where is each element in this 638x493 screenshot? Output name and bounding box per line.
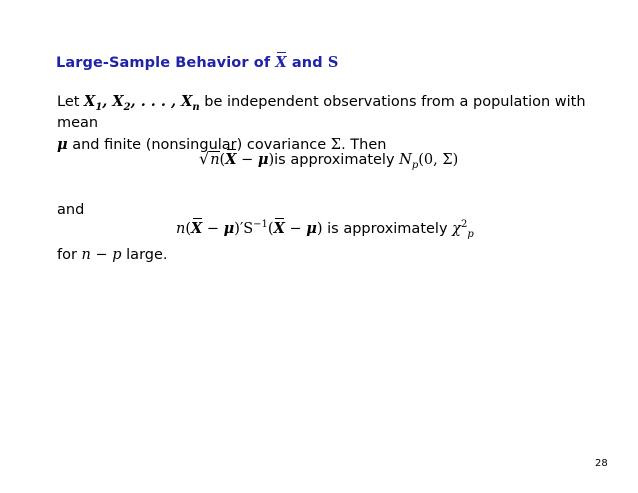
mu-symbol: μ	[57, 136, 68, 153]
slide-title: Large-Sample Behavior of X and S	[56, 54, 339, 71]
x-bar-symbol: X	[275, 54, 287, 71]
and-label: and	[57, 202, 85, 218]
equation-normal-approx: √n(X − μ)is approximately $N_p(0$, Σ)	[199, 149, 459, 171]
sqrt-expression: √n	[199, 149, 220, 168]
intro-paragraph: Let $X_1$, $X_2$, . . . , $X_n$ be independent observations from a population with mean μ and finite (nonsingular) covariance Σ. Then	[57, 93, 586, 153]
equation-chi-square-approx: $n(X - \mu)'S^{-1}(X - \mu)$ is approximately $\chi^2_p$	[176, 219, 474, 240]
s-symbol: S	[327, 54, 339, 71]
page-number: 28	[595, 458, 608, 469]
condition-text: for n − p large.	[57, 247, 168, 263]
sigma-symbol: Σ	[330, 137, 342, 153]
sequence-expression: $X_1$, $X_2$, . . . , $X_n$	[84, 93, 200, 113]
